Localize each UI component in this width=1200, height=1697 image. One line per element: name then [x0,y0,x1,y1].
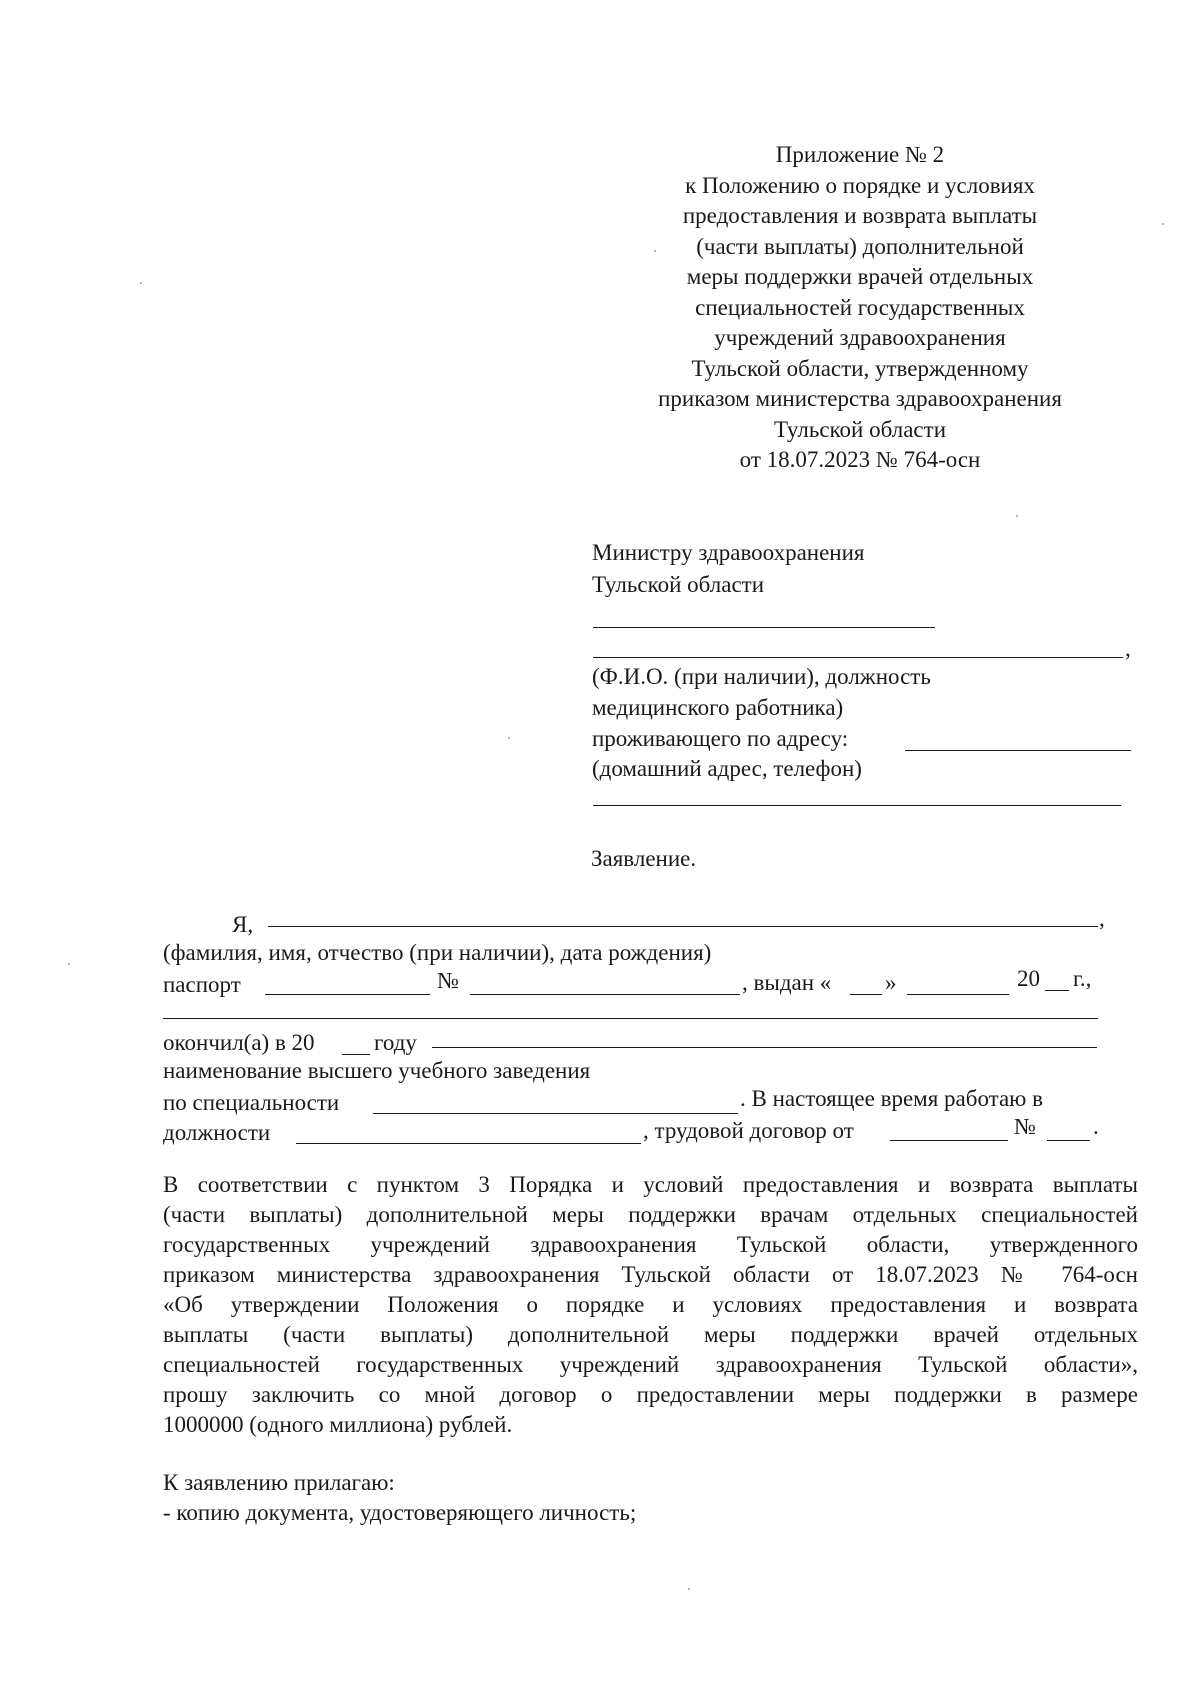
fio-hint-line2: медицинского работника) [592,695,844,720]
blank-line-position[interactable] [296,1143,641,1144]
scan-speck [508,737,510,739]
appendix-line: Приложение № 2 [775,142,945,167]
contract-period: . [1093,1114,1099,1139]
scan-speck [688,1588,690,1590]
appendix-line: предоставления и возврата выплаты [682,203,1038,228]
contract-number-sign: № [1014,1114,1036,1139]
issued-close-quote: » [885,970,897,995]
body-line: В соответствии с пунктом 3 Порядка и условий предоставления и возврата выплаты [163,1172,1138,1197]
scan-speck [1016,515,1018,517]
scan-speck [654,250,656,252]
statement-body [163,1170,1138,1440]
address-hint: (домашний адрес, телефон) [592,756,862,781]
body-line: государственных учреждений здравоохранения Тульской области, утвержденного [163,1232,1138,1257]
appendix-header [620,140,1100,476]
blank-line-contract-number[interactable] [1047,1140,1090,1141]
graduated-year-word: году [374,1030,417,1055]
body-line: (части выплаты) дополнительной меры поддержки врачам отдельных специальностей [163,1202,1138,1227]
blank-line-issued-month[interactable] [907,994,1009,995]
issued-year-prefix: 20 [1017,966,1040,991]
attachments-title: К заявлению прилагаю: [163,1470,395,1495]
scan-speck [140,282,142,284]
issued-label: , выдан « [742,970,832,995]
blank-line-minister-name[interactable] [593,627,935,628]
addressee-to-line2: Тульской области [592,572,765,597]
attachment-item: - копию документа, удостоверяющего личность; [163,1500,637,1525]
working-text: . В настоящее время работаю в [740,1086,1043,1111]
passport-label: паспорт [163,972,241,997]
statement-title: Заявление. [591,846,697,871]
position-label: должности [163,1120,271,1145]
blank-line-issued-by[interactable] [163,1018,1098,1019]
blank-line-graduation-year[interactable] [342,1054,370,1055]
issued-year-suffix: г., [1073,966,1092,991]
body-line: приказом министерства здравоохранения Тульской области от 18.07.2023 № 764-осн [163,1262,1138,1287]
body-line: 1000000 (одного миллиона) рублей. [163,1412,513,1437]
blank-line-contract-date[interactable] [890,1140,1008,1141]
addressee-to-line1: Министру здравоохранения [592,540,865,565]
blank-line-applicant-fio[interactable] [593,657,1123,658]
graduated-label: окончил(а) в 20 [163,1030,315,1055]
contract-label: , трудовой договор от [643,1118,854,1143]
appendix-line: меры поддержки врачей отдельных [686,264,1034,289]
appendix-line: учреждений здравоохранения [714,325,1006,350]
fio-hint-line1: (Ф.И.О. (при наличии), должность [592,664,931,689]
appendix-line: специальностей государственных [695,294,1025,320]
institution-hint: наименование высшего учебного заведения [163,1058,591,1083]
addressee-comma: , [1125,636,1131,661]
appendix-line: к Положению о порядке и условиях [685,172,1035,198]
blank-line-specialty[interactable] [373,1113,738,1114]
blank-line-passport-series[interactable] [265,994,430,995]
appendix-line: Тульской области [773,416,947,442]
body-line: специальностей государственных учреждений здравоохранения Тульской области», [163,1352,1138,1377]
appendix-line: от 18.07.2023 № 764-осн [739,447,981,472]
blank-line-issued-day[interactable] [850,994,882,995]
blank-line-address-phone[interactable] [593,805,1121,806]
blank-line-passport-number[interactable] [470,994,740,995]
i-comma: , [1099,906,1105,931]
blank-line-issued-year[interactable] [1045,990,1069,991]
appendix-line: Тульской области, утвержденному [691,355,1029,381]
appendix-line: (части выплаты) дополнительной [696,233,1024,259]
blank-line-address[interactable] [905,750,1131,751]
address-label: проживающего по адресу: [592,726,849,751]
blank-line-institution[interactable] [432,1047,1097,1048]
body-line: «Об утверждении Положения о порядке и условиях предоставления и возврата [163,1292,1138,1317]
i-label: Я, [232,912,254,937]
body-line: прошу заключить со мной договор о предоставлении меры поддержки в размере [163,1382,1138,1407]
appendix-line: приказом министерства здравоохранения [658,386,1062,411]
full-name-hint: (фамилия, имя, отчество (при наличии), дата рождения) [163,940,712,965]
scan-speck [68,963,70,965]
blank-line-full-name[interactable] [268,926,1098,927]
body-line: выплаты (части выплаты) дополнительной меры поддержки врачей отдельных [163,1322,1138,1347]
passport-number-sign: № [437,968,459,993]
specialty-label: по специальности [163,1090,340,1115]
scan-speck [1162,223,1164,225]
